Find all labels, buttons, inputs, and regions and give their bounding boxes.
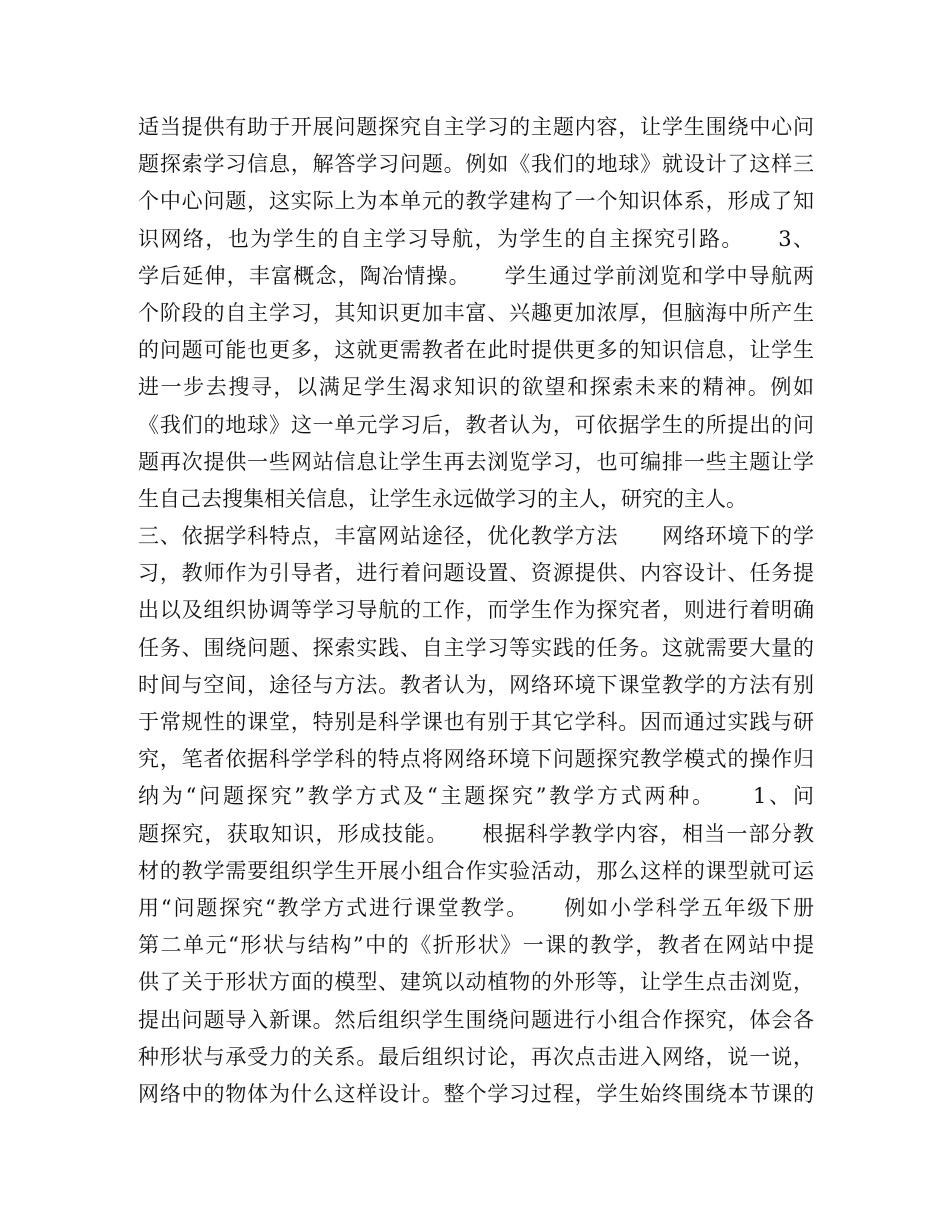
text-line: 网络中的物体为什么这样设计。整个学习过程，学生始终围绕本节课的 bbox=[138, 1081, 814, 1106]
text-line: 究，笔者依据科学学科的特点将网络环境下问题探究教学模式的操作归 bbox=[138, 747, 814, 772]
text-line: 出以及组织协调等学习导航的工作，而学生作为探究者，则进行着明确 bbox=[138, 598, 814, 623]
text-line: 种形状与承受力的关系。最后组织讨论，再次点击进入网络，说一说， bbox=[138, 1044, 814, 1069]
text-line: 用“问题探究“教学方式进行课堂教学。 例如小学科学五年级下册 bbox=[138, 895, 814, 920]
text-line: 生自己去搜集相关信息，让学生永远做学习的主人，研究的主人。 bbox=[138, 486, 747, 511]
text-line: 时间与空间，途径与方法。教者认为，网络环境下课堂教学的方法有别 bbox=[138, 672, 814, 697]
text-line: 进一步去搜寻，以满足学生渴求知识的欲望和探索未来的精神。例如 bbox=[138, 375, 814, 400]
text-line: 《我们的地球》这一单元学习后，教者认为，可依据学生的所提出的问 bbox=[138, 412, 814, 437]
text-line: 识网络，也为学生的自主学习导航，为学生的自主探究引路。 3、 bbox=[138, 226, 814, 251]
text-line: 习，教师作为引导者，进行着问题设置、资源提供、内容设计、任务提 bbox=[138, 561, 814, 586]
text-line: 个阶段的自主学习，其知识更加丰富、兴趣更加浓厚，但脑海中所产生 bbox=[138, 300, 814, 325]
text-line: 提出问题导入新课。然后组织学生围绕问题进行小组合作探究，体会各 bbox=[138, 1007, 814, 1032]
text-line: 题探索学习信息，解答学习问题。例如《我们的地球》就设计了这样三 bbox=[138, 152, 814, 177]
text-line: 学后延伸，丰富概念，陶冶情操。 学生通过学前浏览和学中导航两 bbox=[138, 263, 814, 288]
text-line: 任务、围绕问题、探索实践、自主学习等实践的任务。这就需要大量的 bbox=[138, 635, 814, 660]
text-line: 三、依据学科特点，丰富网站途径，优化教学方法 网络环境下的学 bbox=[138, 524, 814, 549]
text-line: 题再次提供一些网站信息让学生再去浏览学习，也可编排一些主题让学 bbox=[138, 449, 814, 474]
text-line: 题探究，获取知识，形成技能。 根据科学教学内容，相当一部分教 bbox=[138, 821, 814, 846]
document-body bbox=[138, 109, 814, 1113]
text-line: 的问题可能也更多，这就更需教者在此时提供更多的知识信息，让学生 bbox=[138, 338, 814, 363]
text-line: 个中心问题，这实际上为本单元的教学建构了一个知识体系，形成了知 bbox=[138, 189, 814, 214]
text-line: 材的教学需要组织学生开展小组合作实验活动，那么这样的课型就可运 bbox=[138, 858, 814, 883]
text-line: 适当提供有助于开展问题探究自主学习的主题内容，让学生围绕中心问 bbox=[138, 115, 814, 139]
text-line: 于常规性的课堂，特别是科学课也有别于其它学科。因而通过实践与研 bbox=[138, 710, 814, 734]
text-line: 纳为“问题探究”教学方式及“主题探究”教学方式两种。 1、问 bbox=[138, 784, 814, 809]
text-line: 供了关于形状方面的模型、建筑以动植物的外形等，让学生点击浏览， bbox=[138, 970, 814, 995]
text-line: 第二单元“形状与结构”中的《折形状》一课的教学，教者在网站中提 bbox=[138, 933, 814, 958]
